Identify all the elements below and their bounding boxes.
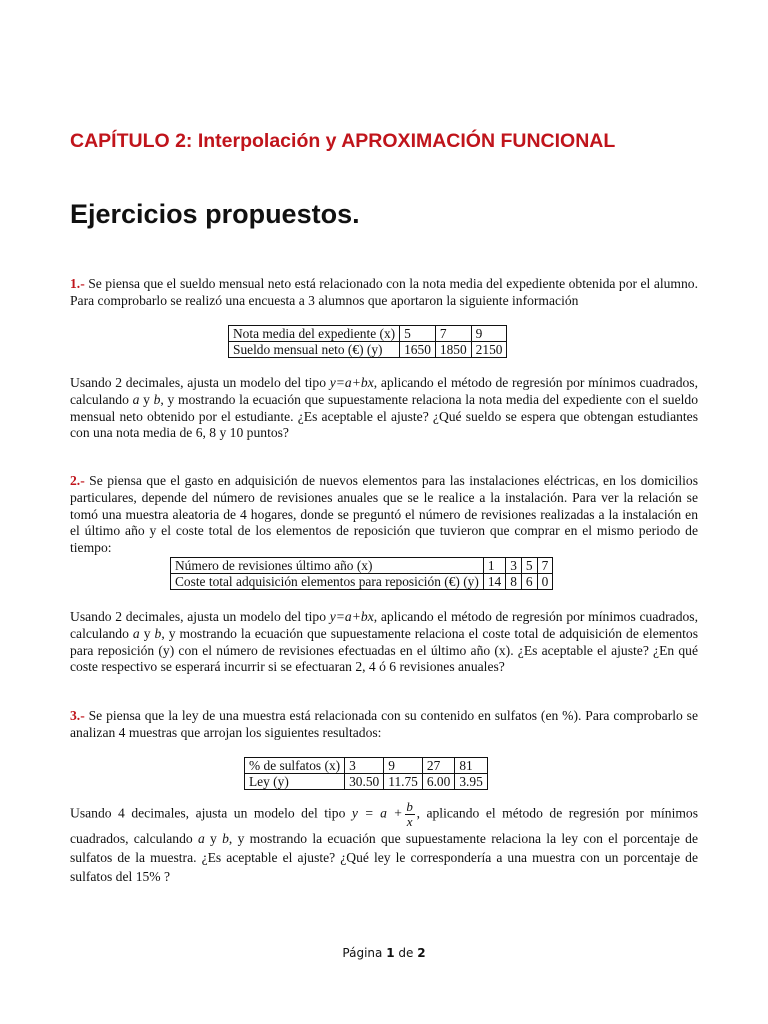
table-row — [229, 342, 507, 358]
table-row — [245, 758, 488, 774]
exercise-number: 3.- — [70, 708, 85, 723]
row-label: % de sulfatos (x) — [245, 758, 345, 774]
statement-text: Se piensa que la ley de una muestra está relacionada con su contenido en sulfatos (en %). Para comprobarlo se analizan 4 muestras que arrojan los siguientes resultados: — [70, 708, 698, 740]
page-of: de — [394, 946, 418, 960]
table-cell: 1650 — [400, 342, 436, 358]
row-label: Nota media del expediente (x) — [229, 326, 400, 342]
model-formula: y=a+bx — [329, 609, 374, 624]
table-cell: 6 — [521, 574, 537, 590]
exercise-3-table — [244, 757, 488, 790]
question-text: , y mostrando la ecuación que supuestamente relaciona el coste total de adquisición de elementos para reposición (y) con el número de revisiones efectuadas en el último año (x). ¿Es aceptable el ajuste? ¿En qué coste respectivo se esperará incurrir si se efectuaran 2, 4 ó 6 revisiones anuales? — [70, 625, 698, 675]
section-heading: Ejercicios propuestos. — [70, 199, 360, 229]
table-cell: 81 — [455, 758, 487, 774]
exercise-number: 2.- — [70, 473, 85, 488]
fraction-b-over-x — [405, 800, 415, 829]
question-text: Usando 4 decimales, ajusta un modelo del tipo — [70, 805, 352, 821]
table-cell: 3 — [345, 758, 384, 774]
table-cell: 27 — [422, 758, 454, 774]
exercise-number: 1.- — [70, 276, 85, 291]
table-cell: 8 — [506, 574, 522, 590]
model-formula: y=a+bx — [329, 375, 374, 390]
table-cell: 7 — [537, 558, 553, 574]
question-text: y — [204, 831, 223, 846]
table-cell: 3.95 — [455, 774, 487, 790]
question-text: , aplicando el método de regresión por mínimos cuadrados, calculando — [70, 805, 699, 846]
statement-text: Se piensa que el sueldo mensual neto está relacionado con la nota media del expediente obtenida por el alumno. Para comprobarlo se realizó una encuesta a 3 alumnos que aportaron la siguiente información — [70, 276, 698, 308]
variable-a: a — [197, 831, 205, 846]
row-label: Coste total adquisición elementos para reposición (€) (y) — [171, 574, 484, 590]
table-cell: 1850 — [435, 342, 471, 358]
question-text: y — [139, 625, 155, 641]
row-label: Sueldo mensual neto (€) (y) — [229, 342, 400, 358]
question-text: y — [139, 391, 154, 407]
table-cell: 30.50 — [345, 774, 384, 790]
table-cell: 0 — [537, 574, 553, 590]
exercise-3-statement — [70, 708, 698, 742]
exercise-2-statement — [70, 473, 698, 557]
page-footer — [0, 946, 768, 960]
question-text: Usando 2 decimales, ajusta un modelo del tipo — [70, 609, 330, 624]
question-text: , aplicando el método de regresión por mínimos cuadrados, calculando — [70, 609, 698, 641]
table-cell: 9 — [471, 326, 507, 342]
table-cell: 3 — [506, 558, 522, 574]
chapter-title: CAPÍTULO 2: Interpolación y APROXIMACIÓN FUNCIONAL — [70, 130, 616, 152]
model-formula: y = a + — [351, 805, 403, 821]
page-total: 2 — [417, 946, 426, 960]
question-text: , y mostrando la ecuación que supuestamente relaciona la nota media del expediente con el sueldo mensual neto obtenido por el estudiante. ¿Es aceptable el ajuste? ¿Qué sueldo se espera que obtengan estudiantes con una nota media de 6, 8 y 10 puntos? — [70, 391, 699, 441]
table-row — [229, 326, 507, 342]
variable-b: b — [222, 831, 229, 846]
table-cell: 5 — [521, 558, 537, 574]
exercise-1-question — [70, 375, 698, 442]
table-cell: 9 — [384, 758, 423, 774]
question-text: , aplicando el método de regresión por mínimos cuadrados, calculando — [70, 375, 698, 407]
exercise-1-table — [228, 325, 507, 358]
table-row — [245, 774, 488, 790]
question-text: Usando 2 decimales, ajusta un modelo del tipo — [70, 375, 330, 390]
fraction-numerator: b — [406, 799, 413, 814]
table-cell: 11.75 — [384, 774, 423, 790]
variable-a: a — [132, 391, 140, 407]
table-cell: 7 — [435, 326, 471, 342]
table-cell: 1 — [483, 558, 505, 574]
table-cell: 6.00 — [422, 774, 454, 790]
table-row — [171, 558, 553, 574]
exercise-3-question — [70, 800, 698, 886]
row-label: Ley (y) — [245, 774, 345, 790]
variable-a: a — [132, 625, 140, 641]
table-cell: 14 — [483, 574, 505, 590]
statement-text: Se piensa que el gasto en adquisición de nuevos elementos para las instalaciones eléctricas, en los domicilios particulares, depende del número de revisiones anuales que se le realice a la instalación. Para ver la relación se tomó una muestra aleatoria de 4 hogares, donde se preguntó el número de revisiones realizadas a la instalación en el último año y el coste total de los elementos de reposición que tuvieron que comprar en el mismo periodo de tiempo: — [70, 473, 698, 556]
row-label: Número de revisiones último año (x) — [171, 558, 484, 574]
variable-b: b — [153, 391, 161, 407]
variable-b: b — [154, 625, 162, 641]
page-word: Página — [342, 946, 387, 960]
exercise-1-statement — [70, 276, 698, 310]
fraction-denominator: x — [406, 814, 413, 829]
page-current: 1 — [386, 946, 395, 960]
table-row — [171, 574, 553, 590]
exercise-2-question — [70, 609, 698, 676]
exercise-2-table — [170, 557, 553, 590]
question-text: , y mostrando la ecuación que supuestamente relaciona la ley con el porcentaje de sulfatos de la muestra. ¿Es aceptable el ajuste? ¿Qué ley le correspondería a una muestra con un porcentaje de sulfatos del 15% ? — [70, 831, 698, 884]
table-cell: 5 — [400, 326, 436, 342]
table-cell: 2150 — [471, 342, 507, 358]
